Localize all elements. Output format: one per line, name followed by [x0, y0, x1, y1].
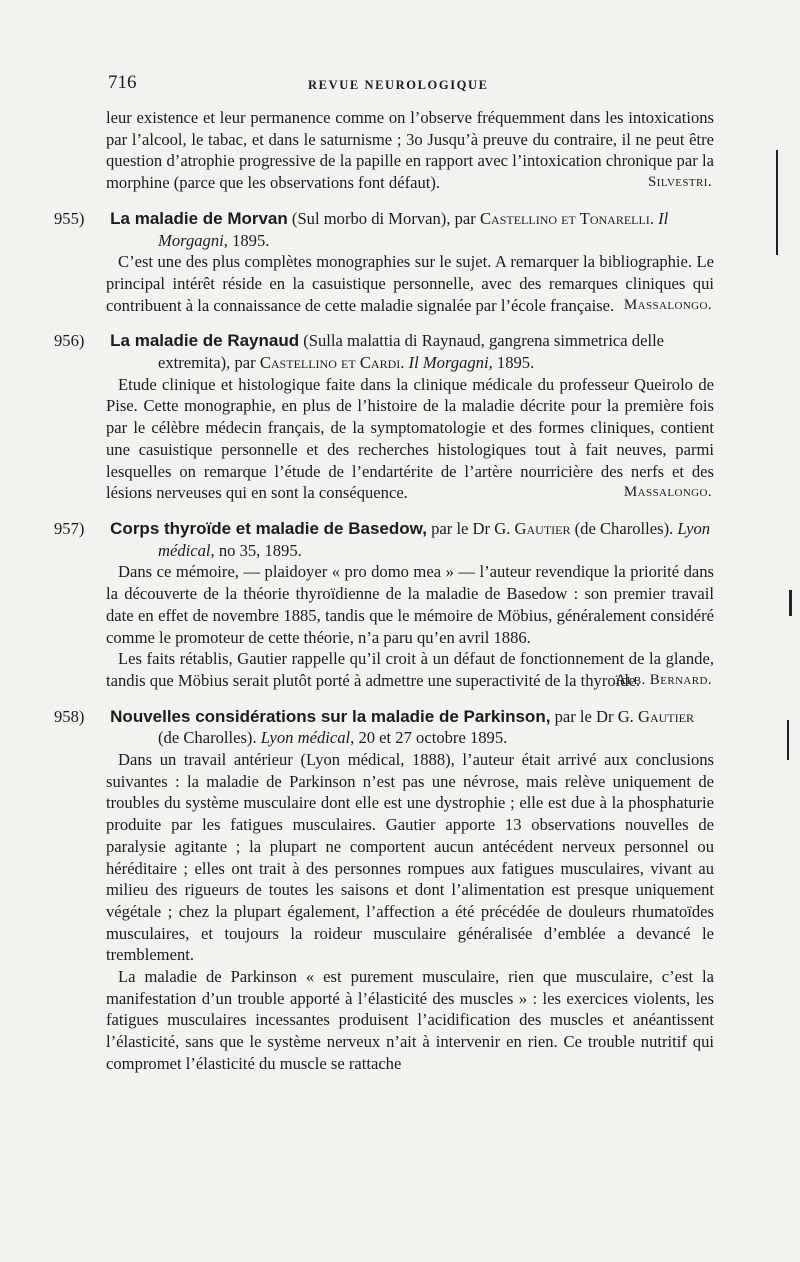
- entry-authors: G. Gautier: [494, 519, 571, 538]
- entry-957: [54, 518, 714, 692]
- entry-paragraph: Etude clinique et histologique faite dans la clinique médicale du professeur Queirolo de Pise. Cette monographie, en plus de l’histoire de la maladie décrite pour la première fois par le célèbre médecin français, de la symptomatologie et des formes cliniques, contient une casuistique personnelle et des recherches histologiques tout à fait neuves, parmi lesquelles on remarque l’étude de l’endartérite de l’artère nourricière des nerfs et des lésions nerveuses qui en sont la conséquence.: [106, 374, 714, 503]
- entry-authors: Castellino et Cardi: [259, 353, 401, 373]
- entry-paragraph: C’est une des plus complètes monographies sur le sujet. A remarquer la bibliographie. Le principal intérêt réside en la casuistique personnelle, avec des remarques cliniques qui contribuent à la connaissance de cette maladie signalée par l’école française.: [106, 252, 714, 315]
- entry-heading: 956) La maladie de Raynaud (Sulla malattia di Raynaud, gangrena simmetrica delle extremita), par Castellino et Cardi. Il Morgagni, 1895.: [54, 331, 665, 373]
- entry-signature: Massalongo.: [623, 296, 712, 313]
- entry-authors: Castellino et Tonarelli: [479, 208, 650, 228]
- entry-journal: Lyon médical: [158, 519, 711, 560]
- entry-citation: par le Dr: [426, 519, 495, 538]
- entry-citation: .: [400, 353, 409, 373]
- entry-signature: Alb. Bernard.: [615, 671, 712, 688]
- entry-title: Nouvelles considérations sur la maladie de Parkinson,: [110, 706, 551, 726]
- entry-authors: G. Gautier: [617, 706, 694, 726]
- entry-paragraph: Dans un travail antérieur (Lyon médical, 1888), l’auteur était arrivé aux conclusions suivantes : la maladie de Parkinson n’est pas une névrose, mais relève uniquement de troubles du système musculaire dont elle est une dystrophie ; elle est due à la phosphaturie produite par les fatigues musculaires. Gautier apporte 13 observations nouvelles de paralysie agitante ; la plupart ne comportent aucun antécédent nerveux personnel ou héréditaire ; elles ont trait à des personnes rompues aux fatigues musculaires, vivant au milieu des rigueurs de toutes les saisons et dont l’alimentation est presque uniquement végétale ; chez la plupart également, l’affection a été précédée de douleurs rhumatoïdes musculaires, et toujours la roideur musculaire généralisée d’emblée a devancé le tremblement.: [106, 750, 714, 965]
- entry-journal: Il Morgagni: [158, 208, 669, 250]
- entry-citation: par le Dr: [550, 706, 618, 726]
- entry-citation: , 20 et 27 octobre 1895.: [350, 728, 508, 748]
- intro-block: [106, 107, 714, 194]
- entry-citation: (de Charolles).: [570, 519, 678, 538]
- entry-citation: , 1895.: [223, 230, 270, 250]
- entry-journal: Lyon médical: [260, 728, 351, 748]
- entry-title: La maladie de Raynaud: [110, 331, 300, 351]
- entry-citation: (Sulla malattia di Raynaud, gangrena simmetrica delle extremita), par: [158, 331, 665, 373]
- running-head: REVUE NEUROLOGIQUE: [308, 78, 489, 92]
- entry-journal: Il Morgagni: [408, 353, 489, 373]
- entry-heading: 955) La maladie de Morvan (Sul morbo di Morvan), par Castellino et Tonarelli. Il Morgagni, 1895.: [54, 208, 669, 250]
- entry-958: [54, 706, 714, 1075]
- page-body: [54, 107, 714, 1075]
- intro-signature: Silvestri.: [648, 174, 712, 191]
- entry-paragraph: Dans ce mémoire, — plaidoyer « pro domo mea » — l’auteur revendique la priorité dans la découverte de la théorie thyroïdienne de la maladie de Basedow : son premier travail date en effet de novembre 1885, tandis que le mémoire de Möbius, généralement considéré comme le promoteur de cette théorie, n’a paru qu’en avril 1886.: [106, 562, 714, 647]
- entry-heading: 958) Nouvelles considérations sur la maladie de Parkinson, par le Dr G. Gautier (de Charolles). Lyon médical, 20 et 27 octobre 1895.: [54, 706, 694, 748]
- entry-heading: 957) Corps thyroïde et maladie de Basedow, par le Dr G. Gautier (de Charolles). Lyon médical, no 35, 1895.: [54, 519, 711, 560]
- entry-paragraph: La maladie de Parkinson « est purement musculaire, rien que musculaire, c’est la manifestation d’un trouble apporté à l’élasticité des muscles » : les exercices violents, les fatigues musculaires incessantes produisent l’acidification des muscles et anéantissent l’élasticité, sans que le système nerveux n’ait à intervenir en rien. Ce trouble nutritif qui compromet l’élasticité du muscle se rattache: [106, 967, 714, 1073]
- entry-title: Corps thyroïde et maladie de Basedow,: [110, 519, 427, 538]
- entry-citation: .: [649, 208, 659, 228]
- entry-955: [54, 208, 714, 317]
- entry-citation: (de Charolles).: [158, 728, 261, 748]
- entry-citation: (Sul morbo di Morvan), par: [287, 208, 480, 228]
- entry-title: La maladie de Morvan: [110, 208, 288, 228]
- entry-citation: , no 35, 1895.: [210, 540, 302, 560]
- margin-mark: [776, 150, 778, 255]
- margin-mark: [787, 720, 789, 760]
- entry-956: [54, 330, 714, 504]
- page-header: [108, 72, 714, 96]
- entry-signature: Massalongo.: [623, 484, 712, 501]
- page-number: 716: [108, 72, 137, 93]
- entry-paragraph: Les faits rétablis, Gautier rappelle qu’il croit à un défaut de fonctionnement de la glande, tandis que Möbius serait plutôt porté à admettre une superactivité de la thyroïde.: [106, 649, 714, 690]
- entry-citation: , 1895.: [488, 353, 535, 373]
- margin-mark: [789, 590, 792, 616]
- intro-paragraph: leur existence et leur permanence comme on l’observe fréquemment dans les intoxications par l’alcool, le tabac, et dans le saturnisme ; 3o Jusqu’à preuve du contraire, il ne peut être question d’atrophie progressive de la papille en rapport avec l’intoxication chronique par la morphine (parce que les observations font défaut).: [106, 108, 714, 193]
